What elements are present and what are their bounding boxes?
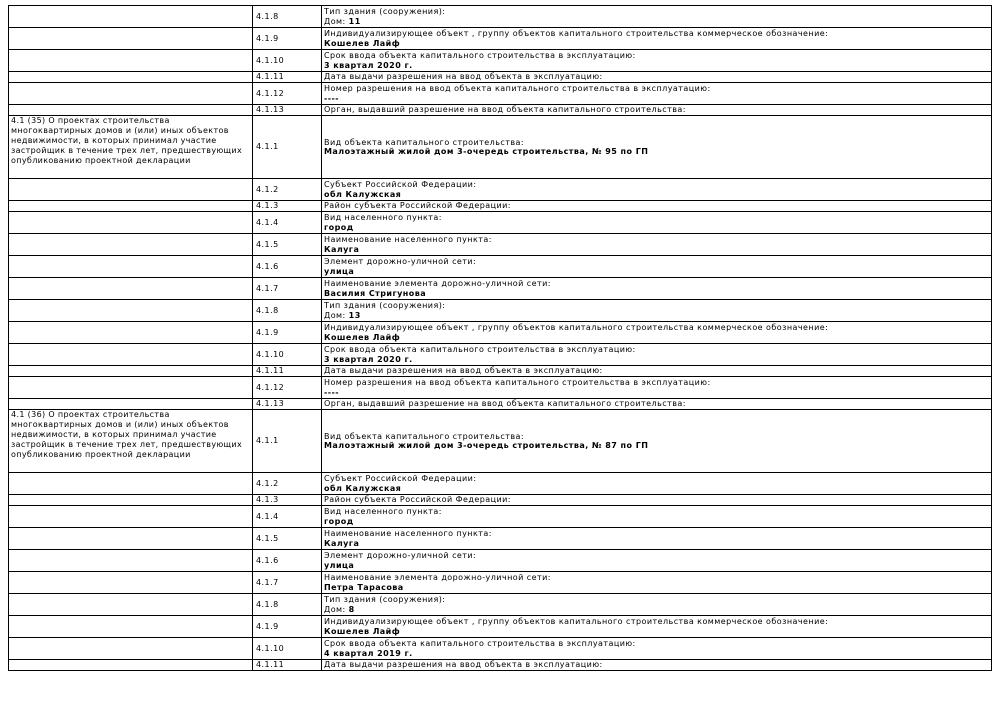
section-title: 4.1 (35) О проектах строительства многоквартирных домов и (или) иных объектов недвижимости, в которых принимал участие застройщик в течение трех лет, предшествующих опубликованию проектной декларации [11, 116, 243, 165]
item-cell [322, 528, 992, 550]
item-code: 4.1.7 [253, 278, 322, 300]
item-label: Индивидуализирующее объект , группу объектов капитального строительства коммерческое обозначение: [324, 29, 829, 38]
section-cell [9, 322, 253, 344]
table-row [9, 6, 992, 28]
item-cell [322, 399, 992, 410]
building-type-label: Дом: [324, 16, 349, 26]
table-row [9, 528, 992, 550]
section-cell [9, 179, 253, 201]
table-row [9, 212, 992, 234]
item-cell [322, 105, 992, 116]
table-row [9, 410, 992, 473]
item-code: 4.1.5 [253, 234, 322, 256]
item-code: 4.1.1 [253, 410, 322, 473]
item-cell [322, 201, 992, 212]
item-label: Район субъекта Российской Федерации: [324, 495, 511, 505]
item-label: Вид объекта капитального строительства: [324, 137, 524, 147]
item-cell [322, 50, 992, 72]
item-label: Орган, выдавший разрешение на ввод объекта капитального строительства: [324, 399, 686, 409]
item-label: Тип здания (сооружения): [324, 7, 446, 16]
building-type-label: Дом: [324, 310, 349, 320]
table-row [9, 179, 992, 201]
item-label: Номер разрешения на ввод объекта капитального строительства в эксплуатацию: [324, 378, 711, 387]
item-cell [322, 28, 992, 50]
item-code: 4.1.8 [253, 594, 322, 616]
section-cell [9, 234, 253, 256]
declaration-table-body [9, 6, 992, 671]
section-cell [9, 399, 253, 410]
table-row [9, 28, 992, 50]
item-code: 4.1.6 [253, 550, 322, 572]
building-number-line [324, 605, 989, 615]
section-cell [9, 366, 253, 377]
section-cell [9, 116, 253, 179]
table-row [9, 344, 992, 366]
item-code: 4.1.7 [253, 572, 322, 594]
item-code: 4.1.9 [253, 616, 322, 638]
table-row [9, 660, 992, 671]
section-cell [9, 50, 253, 72]
section-cell [9, 495, 253, 506]
item-value: ---- [324, 93, 340, 103]
item-value: 3 квартал 2020 г. [324, 60, 413, 70]
section-cell [9, 256, 253, 278]
item-value: Кошелев Лайф [324, 332, 401, 342]
item-code: 4.1.12 [253, 83, 322, 105]
item-cell [322, 594, 992, 616]
table-row [9, 366, 992, 377]
section-cell [9, 473, 253, 495]
item-value: Малоэтажный жилой дом 3-очередь строительства, № 95 по ГП [324, 147, 649, 156]
section-cell [9, 201, 253, 212]
item-code: 4.1.12 [253, 377, 322, 399]
table-row [9, 50, 992, 72]
item-label: Тип здания (сооружения): [324, 301, 446, 310]
item-cell [322, 344, 992, 366]
item-code: 4.1.3 [253, 495, 322, 506]
item-cell [322, 495, 992, 506]
item-label: Вид объекта капитального строительства: [324, 431, 524, 441]
item-code: 4.1.4 [253, 212, 322, 234]
item-label: Наименование населенного пункта: [324, 235, 492, 244]
section-cell [9, 105, 253, 116]
section-cell [9, 212, 253, 234]
table-row [9, 300, 992, 322]
section-cell [9, 28, 253, 50]
table-row [9, 506, 992, 528]
item-value: Василия Стригунова [324, 288, 427, 298]
building-number: 8 [348, 604, 355, 614]
item-code: 4.1.10 [253, 638, 322, 660]
table-row [9, 550, 992, 572]
section-cell [9, 528, 253, 550]
item-cell [322, 322, 992, 344]
item-cell [322, 256, 992, 278]
item-label: Срок ввода объекта капитального строительства в эксплуатацию: [324, 51, 636, 60]
table-row [9, 72, 992, 83]
table-row [9, 377, 992, 399]
item-label: Элемент дорожно-уличной сети: [324, 551, 477, 560]
item-label: Срок ввода объекта капитального строительства в эксплуатацию: [324, 345, 636, 354]
section-cell [9, 410, 253, 473]
item-code: 4.1.11 [253, 72, 322, 83]
section-cell [9, 550, 253, 572]
item-label: Орган, выдавший разрешение на ввод объекта капитального строительства: [324, 105, 686, 115]
item-value: улица [324, 560, 355, 570]
item-cell [322, 377, 992, 399]
item-label: Наименование элемента дорожно-уличной сети: [324, 279, 551, 288]
table-row [9, 616, 992, 638]
item-label: Номер разрешения на ввод объекта капитального строительства в эксплуатацию: [324, 84, 711, 93]
item-code: 4.1.6 [253, 256, 322, 278]
item-code: 4.1.5 [253, 528, 322, 550]
section-title: 4.1 (36) О проектах строительства многоквартирных домов и (или) иных объектов недвижимости, в которых принимал участие застройщик в течение трех лет, предшествующих опубликованию проектной декларации [11, 410, 243, 459]
item-value: 4 квартал 2019 г. [324, 648, 413, 658]
section-cell [9, 616, 253, 638]
table-row [9, 638, 992, 660]
item-code: 4.1.11 [253, 366, 322, 377]
item-value: Петра Тарасова [324, 582, 404, 592]
table-row [9, 594, 992, 616]
item-cell [322, 179, 992, 201]
section-cell [9, 278, 253, 300]
item-code: 4.1.1 [253, 116, 322, 179]
item-cell [322, 506, 992, 528]
item-cell [322, 278, 992, 300]
section-cell [9, 377, 253, 399]
item-cell [322, 83, 992, 105]
item-value: улица [324, 266, 355, 276]
item-value: ---- [324, 387, 340, 397]
item-code: 4.1.10 [253, 344, 322, 366]
item-label: Наименование элемента дорожно-уличной сети: [324, 573, 551, 582]
section-cell [9, 300, 253, 322]
building-number: 11 [348, 16, 361, 26]
item-cell [322, 616, 992, 638]
item-label: Район субъекта Российской Федерации: [324, 201, 511, 211]
table-row [9, 278, 992, 300]
item-code: 4.1.2 [253, 473, 322, 495]
table-row [9, 201, 992, 212]
section-cell [9, 506, 253, 528]
table-row [9, 234, 992, 256]
declaration-table [8, 5, 992, 671]
table-row [9, 572, 992, 594]
table-row [9, 322, 992, 344]
item-cell [322, 638, 992, 660]
item-code: 4.1.8 [253, 300, 322, 322]
item-cell [322, 473, 992, 495]
section-cell [9, 572, 253, 594]
item-cell [322, 116, 992, 179]
item-label: Индивидуализирующее объект , группу объектов капитального строительства коммерческое обозначение: [324, 617, 829, 626]
item-cell [322, 72, 992, 83]
item-value: 3 квартал 2020 г. [324, 354, 413, 364]
item-cell [322, 212, 992, 234]
item-cell [322, 572, 992, 594]
declaration-sheet [8, 5, 991, 671]
item-code: 4.1.9 [253, 28, 322, 50]
item-value: город [324, 222, 354, 232]
item-code: 4.1.4 [253, 506, 322, 528]
item-label: Индивидуализирующее объект , группу объектов капитального строительства коммерческое обозначение: [324, 323, 829, 332]
item-cell [322, 660, 992, 671]
item-label: Дата выдачи разрешения на ввод объекта в эксплуатацию: [324, 72, 603, 82]
item-cell [322, 300, 992, 322]
item-code: 4.1.11 [253, 660, 322, 671]
item-cell [322, 234, 992, 256]
section-cell [9, 594, 253, 616]
item-code: 4.1.2 [253, 179, 322, 201]
section-cell [9, 660, 253, 671]
item-value: обл Калужская [324, 483, 402, 493]
item-code: 4.1.3 [253, 201, 322, 212]
section-cell [9, 344, 253, 366]
item-cell [322, 6, 992, 28]
building-type-label: Дом: [324, 604, 349, 614]
item-cell [322, 366, 992, 377]
section-cell [9, 72, 253, 83]
item-label: Элемент дорожно-уличной сети: [324, 257, 477, 266]
item-code: 4.1.13 [253, 105, 322, 116]
item-label: Дата выдачи разрешения на ввод объекта в эксплуатацию: [324, 660, 603, 670]
item-label: Субъект Российской Федерации: [324, 180, 477, 189]
section-cell [9, 6, 253, 28]
item-label: Срок ввода объекта капитального строительства в эксплуатацию: [324, 639, 636, 648]
item-value: Малоэтажный жилой дом 3-очередь строительства, № 87 по ГП [324, 441, 649, 450]
item-cell [322, 410, 992, 473]
item-value: Кошелев Лайф [324, 38, 401, 48]
item-value: город [324, 516, 354, 526]
table-row [9, 473, 992, 495]
table-row [9, 116, 992, 179]
table-row [9, 105, 992, 116]
item-code: 4.1.9 [253, 322, 322, 344]
building-number: 13 [348, 310, 361, 320]
table-row [9, 399, 992, 410]
item-value: Калуга [324, 538, 360, 548]
item-label: Вид населенного пункта: [324, 507, 442, 516]
item-label: Вид населенного пункта: [324, 213, 442, 222]
item-value: Кошелев Лайф [324, 626, 401, 636]
item-value: Калуга [324, 244, 360, 254]
item-label: Наименование населенного пункта: [324, 529, 492, 538]
building-number-line [324, 17, 989, 27]
building-number-line [324, 311, 989, 321]
item-code: 4.1.8 [253, 6, 322, 28]
item-code: 4.1.10 [253, 50, 322, 72]
table-row [9, 495, 992, 506]
item-label: Субъект Российской Федерации: [324, 474, 477, 483]
item-label: Дата выдачи разрешения на ввод объекта в эксплуатацию: [324, 366, 603, 376]
item-code: 4.1.13 [253, 399, 322, 410]
item-label: Тип здания (сооружения): [324, 595, 446, 604]
table-row [9, 83, 992, 105]
section-cell [9, 638, 253, 660]
table-row [9, 256, 992, 278]
item-value: обл Калужская [324, 189, 402, 199]
item-cell [322, 550, 992, 572]
section-cell [9, 83, 253, 105]
